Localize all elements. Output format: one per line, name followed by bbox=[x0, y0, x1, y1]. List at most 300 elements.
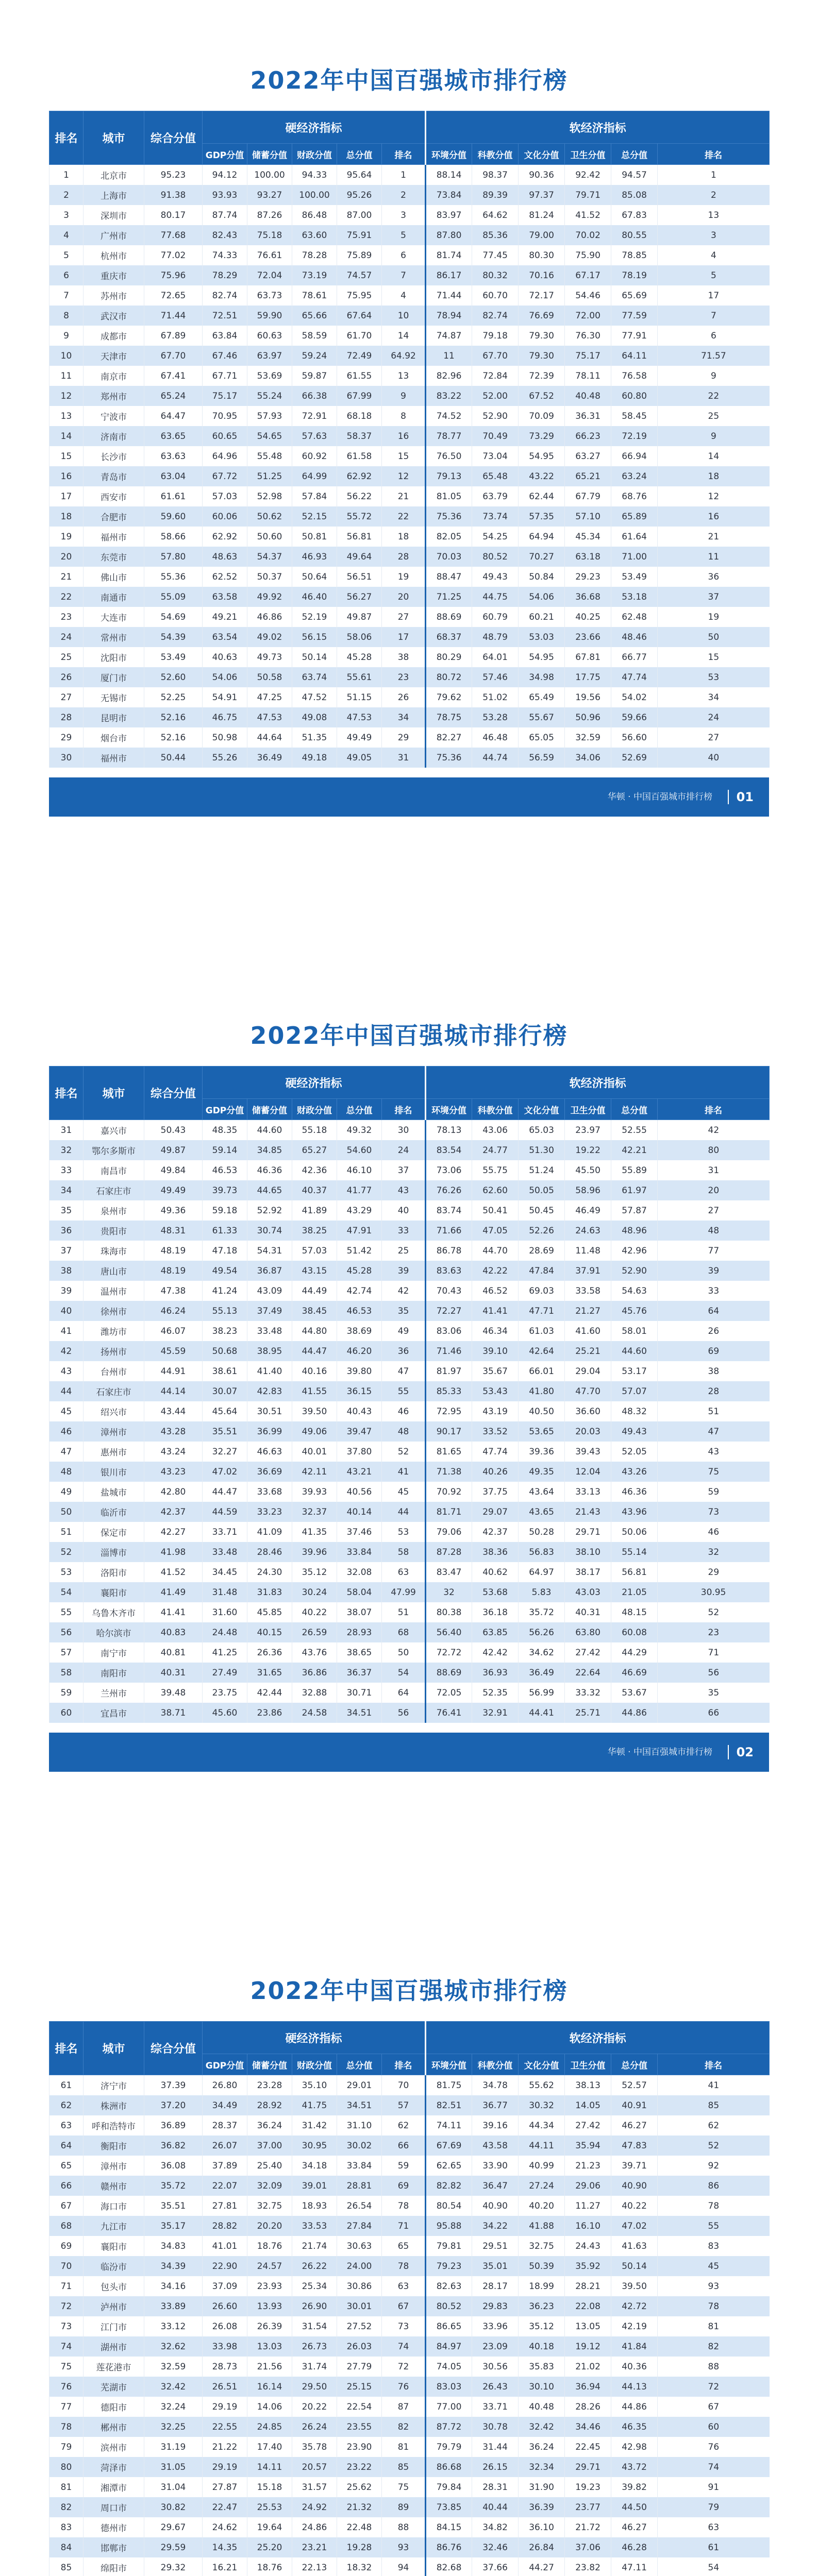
cell-finance: 64.99 bbox=[292, 466, 337, 486]
header-finance: 财政分值 bbox=[292, 2054, 337, 2075]
cell-culture: 97.37 bbox=[519, 185, 565, 205]
cell-culture: 52.26 bbox=[519, 1221, 565, 1241]
cell-health: 21.02 bbox=[565, 2357, 611, 2377]
cell-environment: 80.29 bbox=[426, 647, 472, 667]
cell-health: 14.05 bbox=[565, 2095, 611, 2115]
cell-culture: 51.30 bbox=[519, 1140, 565, 1160]
cell-science-edu: 30.78 bbox=[472, 2417, 519, 2437]
cell-culture: 44.34 bbox=[519, 2115, 565, 2136]
cell-science-edu: 46.52 bbox=[472, 1281, 519, 1301]
header-soft-group: 软经济指标 bbox=[426, 1066, 770, 1099]
cell-savings: 31.83 bbox=[247, 1582, 292, 1602]
cell-soft-rank: 46 bbox=[658, 1522, 770, 1542]
page-title: 2022年中国百强城市排行榜 bbox=[250, 1022, 568, 1049]
cell-total: 32.62 bbox=[144, 2336, 203, 2357]
ranking-table bbox=[49, 2021, 770, 2576]
header-health: 卫生分值 bbox=[565, 144, 611, 165]
cell-environment: 70.43 bbox=[426, 1281, 472, 1301]
cell-environment: 81.97 bbox=[426, 1361, 472, 1381]
cell-hard-total: 45.28 bbox=[337, 1261, 382, 1281]
cell-culture: 79.00 bbox=[519, 225, 565, 245]
cell-savings: 37.49 bbox=[247, 1301, 292, 1321]
cell-health: 37.06 bbox=[565, 2537, 611, 2557]
cell-hard-total: 45.28 bbox=[337, 647, 382, 667]
cell-culture: 32.42 bbox=[519, 2417, 565, 2437]
cell-hard-total: 41.77 bbox=[337, 1180, 382, 1200]
cell-rank: 56 bbox=[49, 1622, 84, 1642]
cell-city: 保定市 bbox=[84, 1522, 144, 1542]
cell-total: 41.98 bbox=[144, 1542, 203, 1562]
cell-culture: 50.28 bbox=[519, 1522, 565, 1542]
cell-city: 湖州市 bbox=[84, 2336, 144, 2357]
cell-rank: 36 bbox=[49, 1221, 84, 1241]
cell-health: 19.56 bbox=[565, 687, 611, 707]
cell-finance: 59.87 bbox=[292, 366, 337, 386]
cell-city: 青岛市 bbox=[84, 466, 144, 486]
table-row bbox=[49, 1401, 770, 1421]
cell-finance: 39.93 bbox=[292, 1482, 337, 1502]
cell-city: 漳州市 bbox=[84, 2156, 144, 2176]
cell-hard-total: 56.22 bbox=[337, 486, 382, 506]
cell-gdp: 23.75 bbox=[203, 1683, 247, 1703]
cell-soft-rank: 55 bbox=[658, 2216, 770, 2236]
cell-health: 46.49 bbox=[565, 1200, 611, 1221]
cell-rank: 33 bbox=[49, 1160, 84, 1180]
cell-soft-total: 42.98 bbox=[611, 2437, 658, 2457]
cell-culture: 70.09 bbox=[519, 406, 565, 426]
table-row bbox=[49, 346, 770, 366]
cell-culture: 55.67 bbox=[519, 707, 565, 727]
cell-soft-rank: 27 bbox=[658, 1200, 770, 1221]
cell-total: 52.16 bbox=[144, 727, 203, 748]
cell-culture: 32.34 bbox=[519, 2457, 565, 2477]
cell-hard-total: 27.84 bbox=[337, 2216, 382, 2236]
cell-environment: 74.52 bbox=[426, 406, 472, 426]
cell-health: 45.34 bbox=[565, 527, 611, 547]
table-row bbox=[49, 1683, 770, 1703]
cell-soft-total: 66.94 bbox=[611, 446, 658, 466]
cell-rank: 43 bbox=[49, 1361, 84, 1381]
cell-total: 95.23 bbox=[144, 165, 203, 185]
cell-hard-total: 56.81 bbox=[337, 527, 382, 547]
cell-hard-total: 49.05 bbox=[337, 748, 382, 768]
table-row bbox=[49, 1622, 770, 1642]
cell-total: 72.65 bbox=[144, 285, 203, 306]
cell-hard-rank: 69 bbox=[382, 2176, 426, 2196]
cell-finance: 39.01 bbox=[292, 2176, 337, 2196]
cell-environment: 32 bbox=[426, 1582, 472, 1602]
table-row bbox=[49, 2256, 770, 2276]
cell-savings: 41.40 bbox=[247, 1361, 292, 1381]
cell-science-edu: 51.02 bbox=[472, 687, 519, 707]
cell-hard-rank: 39 bbox=[382, 1261, 426, 1281]
cell-soft-rank: 24 bbox=[658, 707, 770, 727]
cell-culture: 18.99 bbox=[519, 2276, 565, 2296]
cell-savings: 49.73 bbox=[247, 647, 292, 667]
cell-soft-total: 55.89 bbox=[611, 1160, 658, 1180]
cell-culture: 5.83 bbox=[519, 1582, 565, 1602]
cell-environment: 84.15 bbox=[426, 2517, 472, 2537]
cell-soft-total: 43.96 bbox=[611, 1502, 658, 1522]
header-soft-total: 总分值 bbox=[611, 2054, 658, 2075]
cell-finance: 24.58 bbox=[292, 1703, 337, 1723]
cell-hard-total: 39.80 bbox=[337, 1361, 382, 1381]
cell-soft-rank: 53 bbox=[658, 667, 770, 687]
cell-health: 45.50 bbox=[565, 1160, 611, 1180]
cell-gdp: 31.48 bbox=[203, 1582, 247, 1602]
table-row bbox=[49, 225, 770, 245]
cell-gdp: 33.48 bbox=[203, 1542, 247, 1562]
cell-health: 29.23 bbox=[565, 567, 611, 587]
cell-science-edu: 23.09 bbox=[472, 2336, 519, 2357]
cell-savings: 40.15 bbox=[247, 1622, 292, 1642]
cell-finance: 29.50 bbox=[292, 2377, 337, 2397]
cell-soft-total: 42.72 bbox=[611, 2296, 658, 2316]
cell-culture: 30.32 bbox=[519, 2095, 565, 2115]
cell-soft-total: 40.22 bbox=[611, 2196, 658, 2216]
cell-science-edu: 33.52 bbox=[472, 1421, 519, 1442]
cell-environment: 74.11 bbox=[426, 2115, 472, 2136]
cell-science-edu: 40.44 bbox=[472, 2497, 519, 2517]
cell-savings: 24.85 bbox=[247, 2417, 292, 2437]
cell-city: 襄阳市 bbox=[84, 1582, 144, 1602]
cell-finance: 35.12 bbox=[292, 1562, 337, 1582]
cell-health: 41.60 bbox=[565, 1321, 611, 1341]
cell-science-edu: 80.52 bbox=[472, 547, 519, 567]
cell-science-edu: 46.34 bbox=[472, 1321, 519, 1341]
cell-rank: 20 bbox=[49, 547, 84, 567]
header-hard-total: 总分值 bbox=[337, 1099, 382, 1120]
cell-environment: 86.17 bbox=[426, 265, 472, 285]
cell-rank: 45 bbox=[49, 1401, 84, 1421]
cell-city: 盐城市 bbox=[84, 1482, 144, 1502]
cell-soft-rank: 48 bbox=[658, 1221, 770, 1241]
cell-environment: 80.72 bbox=[426, 667, 472, 687]
cell-total: 49.87 bbox=[144, 1140, 203, 1160]
cell-savings: 23.93 bbox=[247, 2276, 292, 2296]
cell-science-edu: 42.37 bbox=[472, 1522, 519, 1542]
cell-gdp: 41.01 bbox=[203, 2236, 247, 2256]
cell-soft-total: 58.45 bbox=[611, 406, 658, 426]
cell-environment: 82.51 bbox=[426, 2095, 472, 2115]
cell-health: 25.21 bbox=[565, 1341, 611, 1361]
cell-hard-rank: 78 bbox=[382, 2256, 426, 2276]
cell-environment: 86.65 bbox=[426, 2316, 472, 2336]
cell-total: 55.09 bbox=[144, 587, 203, 607]
cell-finance: 63.60 bbox=[292, 225, 337, 245]
cell-soft-total: 41.63 bbox=[611, 2236, 658, 2256]
cell-soft-total: 59.66 bbox=[611, 707, 658, 727]
cell-soft-total: 46.36 bbox=[611, 1482, 658, 1502]
cell-city: 深圳市 bbox=[84, 205, 144, 225]
header-soft-group: 软经济指标 bbox=[426, 2022, 770, 2054]
cell-rank: 11 bbox=[49, 366, 84, 386]
table-row bbox=[49, 285, 770, 306]
cell-soft-rank: 64 bbox=[658, 1301, 770, 1321]
cell-health: 38.10 bbox=[565, 1542, 611, 1562]
table-row bbox=[49, 245, 770, 265]
cell-science-edu: 48.79 bbox=[472, 627, 519, 647]
cell-culture: 26.84 bbox=[519, 2537, 565, 2557]
cell-finance: 65.66 bbox=[292, 306, 337, 326]
cell-finance: 100.00 bbox=[292, 185, 337, 205]
cell-science-edu: 77.45 bbox=[472, 245, 519, 265]
table-row bbox=[49, 486, 770, 506]
cell-soft-rank: 52 bbox=[658, 2136, 770, 2156]
cell-science-edu: 34.22 bbox=[472, 2216, 519, 2236]
cell-health: 92.42 bbox=[565, 165, 611, 185]
cell-hard-rank: 40 bbox=[382, 1200, 426, 1221]
cell-total: 46.07 bbox=[144, 1321, 203, 1341]
cell-gdp: 33.98 bbox=[203, 2336, 247, 2357]
table-row bbox=[49, 1542, 770, 1562]
cell-rank: 60 bbox=[49, 1703, 84, 1723]
cell-science-edu: 44.74 bbox=[472, 748, 519, 768]
cell-health: 50.96 bbox=[565, 707, 611, 727]
table-row bbox=[49, 727, 770, 748]
cell-soft-rank: 56 bbox=[658, 1663, 770, 1683]
cell-health: 23.97 bbox=[565, 1120, 611, 1141]
cell-finance: 66.38 bbox=[292, 386, 337, 406]
cell-soft-rank: 39 bbox=[658, 1261, 770, 1281]
cell-health: 35.94 bbox=[565, 2136, 611, 2156]
cell-finance: 49.08 bbox=[292, 707, 337, 727]
cell-gdp: 22.07 bbox=[203, 2176, 247, 2196]
cell-rank: 22 bbox=[49, 587, 84, 607]
cell-city: 昆明市 bbox=[84, 707, 144, 727]
cell-environment: 79.13 bbox=[426, 466, 472, 486]
cell-rank: 75 bbox=[49, 2357, 84, 2377]
cell-soft-rank: 17 bbox=[658, 285, 770, 306]
cell-hard-rank: 73 bbox=[382, 2316, 426, 2336]
cell-health: 19.12 bbox=[565, 2336, 611, 2357]
cell-city: 银川市 bbox=[84, 1462, 144, 1482]
cell-hard-rank: 5 bbox=[382, 225, 426, 245]
table-row bbox=[49, 506, 770, 527]
cell-hard-rank: 6 bbox=[382, 245, 426, 265]
cell-savings: 33.23 bbox=[247, 1502, 292, 1522]
table-row bbox=[49, 547, 770, 567]
cell-culture: 79.30 bbox=[519, 346, 565, 366]
cell-gdp: 46.53 bbox=[203, 1160, 247, 1180]
cell-science-edu: 47.74 bbox=[472, 1442, 519, 1462]
table-row bbox=[49, 1462, 770, 1482]
cell-science-edu: 62.60 bbox=[472, 1180, 519, 1200]
cell-culture: 70.27 bbox=[519, 547, 565, 567]
cell-rank: 80 bbox=[49, 2457, 84, 2477]
cell-savings: 52.92 bbox=[247, 1200, 292, 1221]
cell-gdp: 94.12 bbox=[203, 165, 247, 185]
cell-environment: 84.97 bbox=[426, 2336, 472, 2357]
cell-soft-rank: 15 bbox=[658, 647, 770, 667]
cell-hard-total: 38.69 bbox=[337, 1321, 382, 1341]
cell-soft-total: 42.19 bbox=[611, 2316, 658, 2336]
cell-hard-rank: 57 bbox=[382, 2095, 426, 2115]
cell-soft-total: 61.97 bbox=[611, 1180, 658, 1200]
cell-hard-rank: 1 bbox=[382, 165, 426, 185]
cell-environment: 83.54 bbox=[426, 1140, 472, 1160]
cell-culture: 39.36 bbox=[519, 1442, 565, 1462]
cell-total: 49.84 bbox=[144, 1160, 203, 1180]
cell-science-edu: 33.90 bbox=[472, 2156, 519, 2176]
cell-hard-total: 39.47 bbox=[337, 1421, 382, 1442]
cell-soft-total: 46.27 bbox=[611, 2115, 658, 2136]
cell-gdp: 50.98 bbox=[203, 727, 247, 748]
cell-soft-total: 40.91 bbox=[611, 2095, 658, 2115]
cell-city: 潍坊市 bbox=[84, 1321, 144, 1341]
cell-gdp: 34.45 bbox=[203, 1562, 247, 1582]
page-title: 2022年中国百强城市排行榜 bbox=[250, 1977, 568, 2005]
cell-total: 36.82 bbox=[144, 2136, 203, 2156]
cell-culture: 50.05 bbox=[519, 1180, 565, 1200]
cell-savings: 15.18 bbox=[247, 2477, 292, 2497]
cell-rank: 38 bbox=[49, 1261, 84, 1281]
cell-rank: 52 bbox=[49, 1542, 84, 1562]
cell-science-edu: 35.67 bbox=[472, 1361, 519, 1381]
cell-soft-rank: 14 bbox=[658, 446, 770, 466]
table-row bbox=[49, 2095, 770, 2115]
cell-science-edu: 43.58 bbox=[472, 2136, 519, 2156]
cell-environment: 82.96 bbox=[426, 366, 472, 386]
cell-savings: 46.36 bbox=[247, 1160, 292, 1180]
cell-gdp: 37.89 bbox=[203, 2156, 247, 2176]
table-row bbox=[49, 2276, 770, 2296]
cell-gdp: 67.72 bbox=[203, 466, 247, 486]
cell-hard-rank: 64 bbox=[382, 1683, 426, 1703]
table-row bbox=[49, 1180, 770, 1200]
cell-hard-rank: 48 bbox=[382, 1421, 426, 1442]
cell-total: 29.67 bbox=[144, 2517, 203, 2537]
cell-savings: 23.86 bbox=[247, 1703, 292, 1723]
cell-total: 38.71 bbox=[144, 1703, 203, 1723]
cell-health: 19.22 bbox=[565, 1140, 611, 1160]
cell-gdp: 29.19 bbox=[203, 2457, 247, 2477]
cell-total: 32.42 bbox=[144, 2377, 203, 2397]
cell-health: 12.04 bbox=[565, 1462, 611, 1482]
cell-health: 75.90 bbox=[565, 245, 611, 265]
cell-environment: 79.81 bbox=[426, 2236, 472, 2256]
cell-hard-rank: 63 bbox=[382, 2276, 426, 2296]
cell-gdp: 60.06 bbox=[203, 506, 247, 527]
cell-hard-rank: 59 bbox=[382, 2156, 426, 2176]
cell-science-edu: 32.46 bbox=[472, 2537, 519, 2557]
cell-city: 上海市 bbox=[84, 185, 144, 205]
cell-finance: 31.57 bbox=[292, 2477, 337, 2497]
cell-savings: 87.26 bbox=[247, 205, 292, 225]
cell-culture: 80.30 bbox=[519, 245, 565, 265]
table-row bbox=[49, 627, 770, 647]
cell-science-edu: 40.62 bbox=[472, 1562, 519, 1582]
cell-hard-rank: 18 bbox=[382, 527, 426, 547]
cell-rank: 30 bbox=[49, 748, 84, 768]
cell-health: 32.59 bbox=[565, 727, 611, 748]
cell-rank: 26 bbox=[49, 667, 84, 687]
cell-soft-rank: 43 bbox=[658, 1442, 770, 1462]
cell-environment: 80.54 bbox=[426, 2196, 472, 2216]
cell-gdp: 75.17 bbox=[203, 386, 247, 406]
cell-rank: 16 bbox=[49, 466, 84, 486]
cell-total: 39.48 bbox=[144, 1683, 203, 1703]
cell-science-edu: 57.46 bbox=[472, 667, 519, 687]
cell-hard-rank: 44 bbox=[382, 1502, 426, 1522]
cell-finance: 57.03 bbox=[292, 1241, 337, 1261]
cell-total: 40.83 bbox=[144, 1622, 203, 1642]
cell-health: 33.32 bbox=[565, 1683, 611, 1703]
cell-savings: 18.76 bbox=[247, 2557, 292, 2576]
cell-environment: 88.69 bbox=[426, 607, 472, 627]
cell-science-edu: 52.35 bbox=[472, 1683, 519, 1703]
cell-gdp: 38.61 bbox=[203, 1361, 247, 1381]
ranking-rows bbox=[49, 2075, 770, 2576]
table-row bbox=[49, 165, 770, 185]
cell-gdp: 63.54 bbox=[203, 627, 247, 647]
cell-environment: 86.68 bbox=[426, 2457, 472, 2477]
header-rank: 排名 bbox=[49, 111, 84, 165]
cell-city: 宜昌市 bbox=[84, 1703, 144, 1723]
cell-finance: 49.18 bbox=[292, 748, 337, 768]
cell-savings: 51.25 bbox=[247, 466, 292, 486]
footer-divider bbox=[728, 1745, 729, 1759]
cell-rank: 15 bbox=[49, 446, 84, 466]
cell-science-edu: 43.19 bbox=[472, 1401, 519, 1421]
cell-total: 46.24 bbox=[144, 1301, 203, 1321]
cell-culture: 67.52 bbox=[519, 386, 565, 406]
header-environment: 环境分值 bbox=[426, 2054, 472, 2075]
table-row bbox=[49, 2216, 770, 2236]
cell-gdp: 14.35 bbox=[203, 2537, 247, 2557]
cell-science-edu: 98.37 bbox=[472, 165, 519, 185]
cell-culture: 56.83 bbox=[519, 1542, 565, 1562]
cell-savings: 55.48 bbox=[247, 446, 292, 466]
table-row bbox=[49, 1602, 770, 1622]
cell-soft-rank: 91 bbox=[658, 2477, 770, 2497]
cell-total: 33.12 bbox=[144, 2316, 203, 2336]
cell-science-edu: 36.47 bbox=[472, 2176, 519, 2196]
cell-soft-total: 39.71 bbox=[611, 2156, 658, 2176]
cell-environment: 73.84 bbox=[426, 185, 472, 205]
cell-savings: 50.62 bbox=[247, 506, 292, 527]
table-row bbox=[49, 748, 770, 768]
cell-savings: 23.28 bbox=[247, 2075, 292, 2096]
cell-culture: 65.03 bbox=[519, 1120, 565, 1141]
table-row bbox=[49, 2075, 770, 2096]
cell-city: 台州市 bbox=[84, 1361, 144, 1381]
cell-hard-total: 22.48 bbox=[337, 2517, 382, 2537]
cell-environment: 90.17 bbox=[426, 1421, 472, 1442]
cell-soft-total: 58.01 bbox=[611, 1321, 658, 1341]
cell-soft-rank: 3 bbox=[658, 225, 770, 245]
cell-soft-total: 64.11 bbox=[611, 346, 658, 366]
cell-finance: 50.81 bbox=[292, 527, 337, 547]
cell-soft-rank: 61 bbox=[658, 2537, 770, 2557]
cell-hard-total: 30.02 bbox=[337, 2136, 382, 2156]
cell-savings: 57.93 bbox=[247, 406, 292, 426]
cell-savings: 30.74 bbox=[247, 1221, 292, 1241]
cell-soft-total: 54.02 bbox=[611, 687, 658, 707]
cell-savings: 25.53 bbox=[247, 2497, 292, 2517]
cell-soft-rank: 26 bbox=[658, 1321, 770, 1341]
table-row bbox=[49, 2115, 770, 2136]
cell-culture: 44.41 bbox=[519, 1703, 565, 1723]
cell-soft-total: 47.11 bbox=[611, 2557, 658, 2576]
cell-city: 泉州市 bbox=[84, 1200, 144, 1221]
cell-city: 泸州市 bbox=[84, 2296, 144, 2316]
cell-hard-rank: 9 bbox=[382, 386, 426, 406]
cell-savings: 14.06 bbox=[247, 2397, 292, 2417]
cell-culture: 76.69 bbox=[519, 306, 565, 326]
cell-savings: 42.44 bbox=[247, 1683, 292, 1703]
cell-soft-rank: 74 bbox=[658, 2457, 770, 2477]
